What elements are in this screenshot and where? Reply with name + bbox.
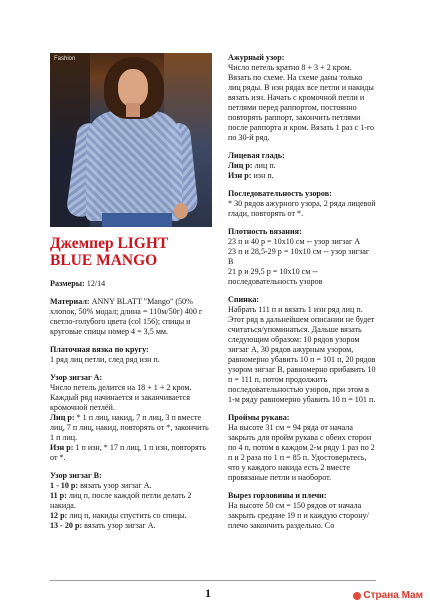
edge-knit-heading: Платочная вязка по кругу: [50, 345, 149, 354]
zigzag-b-row: 13 - 20 р: вязать узор зигзаг А. [50, 521, 156, 530]
right-column [228, 53, 376, 531]
left-column [50, 53, 212, 531]
watermark-text: Страна Мам [363, 590, 423, 601]
zigzag-b-heading: Узор зигзаг В: [50, 471, 102, 480]
zigzag-a-text: Число петель делится на 18 + 1 + 2 кром. Каждый ряд начинается и заканчивается кромочной петлёй. [50, 383, 192, 412]
density-line: 21 р и 29,5 р = 10х10 см -- последовательность узоров [228, 267, 323, 286]
site-watermark[interactable] [350, 589, 426, 602]
sizes: Размеры: 12/14 [50, 279, 106, 288]
armholes-heading: Проймы рукава: [228, 413, 290, 422]
stockinette-heading: Лицевая гладь: [228, 151, 285, 160]
material: Материал: ANNY BLATT "Mango" (50% хлопок, 50% модал; длина = 110м/50г) 400 г светло-голубого цвета (col 156); спицы и круговые спицы номер 4 = 3,5 мм. [50, 297, 203, 336]
lace-text: Число петель кратно 8 + 3 + 2 кром. Вязать по схеме. На схеме даны только лиц ряды. В изн рядах все петли и накиды вязать изн. Начать с кромочной петли и петлями перед раппортом, постоянно повторять раппорт, закончить петлями после раппорта и кром. Вязать 1 раз с 1-го по 30-й ряд. [228, 63, 375, 142]
density-heading: Плотность вязания: [228, 227, 302, 236]
model-photo [50, 53, 212, 227]
photo-logo: Fashion [54, 56, 76, 62]
neck-heading: Вырез горловины и плечи: [228, 491, 327, 500]
stockinette-izn: Изн р: изн п. [228, 171, 274, 180]
zigzag-a-izn: Изн р: 1 п изн, * 17 п лиц, 1 п изн, повторять от *. [50, 443, 206, 462]
back-heading: Спинка: [228, 295, 260, 304]
pattern-title: Джемпер LIGHT BLUE MANGO [50, 235, 169, 269]
zigzag-b-row: 11 р: лиц п, после каждой петли делать 2 накида. [50, 491, 192, 510]
stockinette-lic: Лиц р: лиц п. [228, 161, 276, 170]
sequence-heading: Последовательность узоров: [228, 189, 332, 198]
zigzag-b-row: 12 р: лиц п, накиды спустить со спицы. [50, 511, 187, 520]
sweater-illustration [86, 111, 182, 221]
zigzag-b-row: 1 - 10 р: вязать узор зигзаг А. [50, 481, 152, 490]
density-line: 23 п и 40 р = 10х10 см -- узор зигзаг А [228, 237, 361, 246]
neck-text: На высоте 50 см = 150 рядов от начала закрыть средние 19 п и каждую сторону/плечо закончить раздельно. Со [228, 501, 369, 530]
lace-heading: Ажурный узор: [228, 53, 285, 62]
back-text: Набрать 111 п и вязать 1 изн ряд лиц п. Этот ряд в дальнейшем описании не будет считаться/упоминаться. Дальше вязать следующим образом: 10 рядов узором зигзаг А, 30 рядов ажурным узором, равномерно убавить 10 п = 101 п, 20 рядов узором зигзаг В, равномерно прибавить 10 п = 111 п, потом продолжить последовательностью узоров, при этом в 1-м ряду равномерно убавить 10 п = 101 п. [228, 305, 376, 404]
zigzag-a-lic: Лиц р: * 1 п лиц, накид, 7 п лиц, 3 п вместе лиц, 7 п лиц, накид, повторять от *, закончить 1 п лиц. [50, 413, 209, 442]
page-number: 1 [205, 586, 211, 600]
zigzag-a-heading: Узор зигзаг А: [50, 373, 103, 382]
footer-rule [50, 580, 376, 581]
armholes-text: На высоте 31 см = 94 ряда от начала закрыть для пройм рукава с обеих сторон по 4 п, потом в каждом 2-м ряду 1 раз по 2 п и 2 раза по 1 п = 85 п. Удостоверьтесь, что у каждого накида есть 2 вместе провязаные петли и наоборот. [228, 423, 375, 482]
logo-dot-icon [353, 592, 361, 600]
edge-knit-text: 1 ряд лиц петли, след ряд изн п. [50, 355, 160, 364]
density-line: 23 п и 28,5-29 р = 10х10 см -- узор зигзаг В [228, 247, 370, 266]
sequence-text: * 30 рядов ажурного узора, 2 ряда лицевой глади, повторять от *. [228, 199, 376, 218]
